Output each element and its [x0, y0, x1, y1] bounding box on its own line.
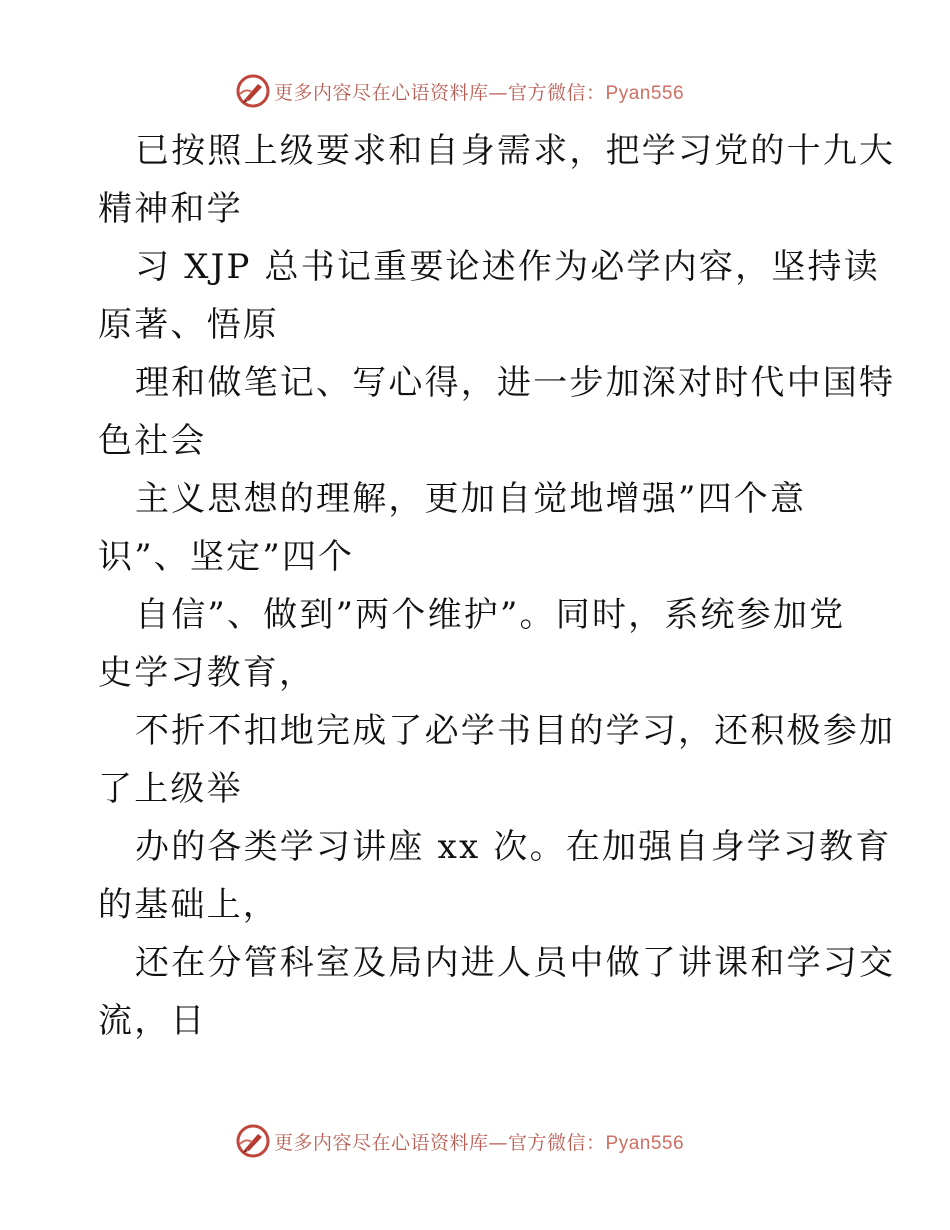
text-line: 自信”、做到”两个维护”。同时，系统参加党 [135, 595, 846, 635]
text-line: 原著、悟原 [98, 305, 279, 345]
watermark-text-cn: 更多内容尽在心语资料库—官方微信： [274, 81, 606, 104]
text-line: 精神和学 [98, 189, 243, 229]
document-body [98, 122, 896, 1050]
text-line: 理和做笔记、写心得，进一步加深对时代中国特 [135, 363, 896, 403]
watermark-wechat-id: Pyan556 [605, 1132, 685, 1154]
text-line: 已按照上级要求和自身需求，把学习党的十九大 [135, 131, 896, 171]
text-line: 了上级举 [98, 769, 243, 809]
text-line: 色社会 [98, 421, 207, 461]
text-line: 流，日 [98, 1001, 207, 1041]
text-line: 还在分管科室及局内进人员中做了讲课和学习交 [135, 943, 896, 983]
text-line: 主义思想的理解，更加自觉地增强”四个意 [135, 479, 807, 519]
watermark-text [274, 1128, 684, 1155]
header-watermark [236, 74, 684, 108]
text-line: 办的各类学习讲座 xx 次。在加强自身学习教育 [135, 827, 892, 867]
watermark-text [274, 78, 684, 105]
text-line: 史学习教育， [98, 653, 316, 693]
pen-logo-icon [236, 1124, 270, 1158]
text-line: 习 XJP 总书记重要论述作为必学内容，坚持读 [135, 247, 880, 287]
pen-logo-icon [236, 74, 270, 108]
text-line: 识”、坚定”四个 [98, 537, 355, 577]
text-line: 的基础上， [98, 885, 279, 925]
text-line: 不折不扣地完成了必学书目的学习，还积极参加 [135, 711, 896, 751]
watermark-text-cn: 更多内容尽在心语资料库—官方微信： [274, 1131, 606, 1154]
watermark-wechat-id: Pyan556 [605, 82, 685, 104]
footer-watermark [236, 1124, 684, 1158]
